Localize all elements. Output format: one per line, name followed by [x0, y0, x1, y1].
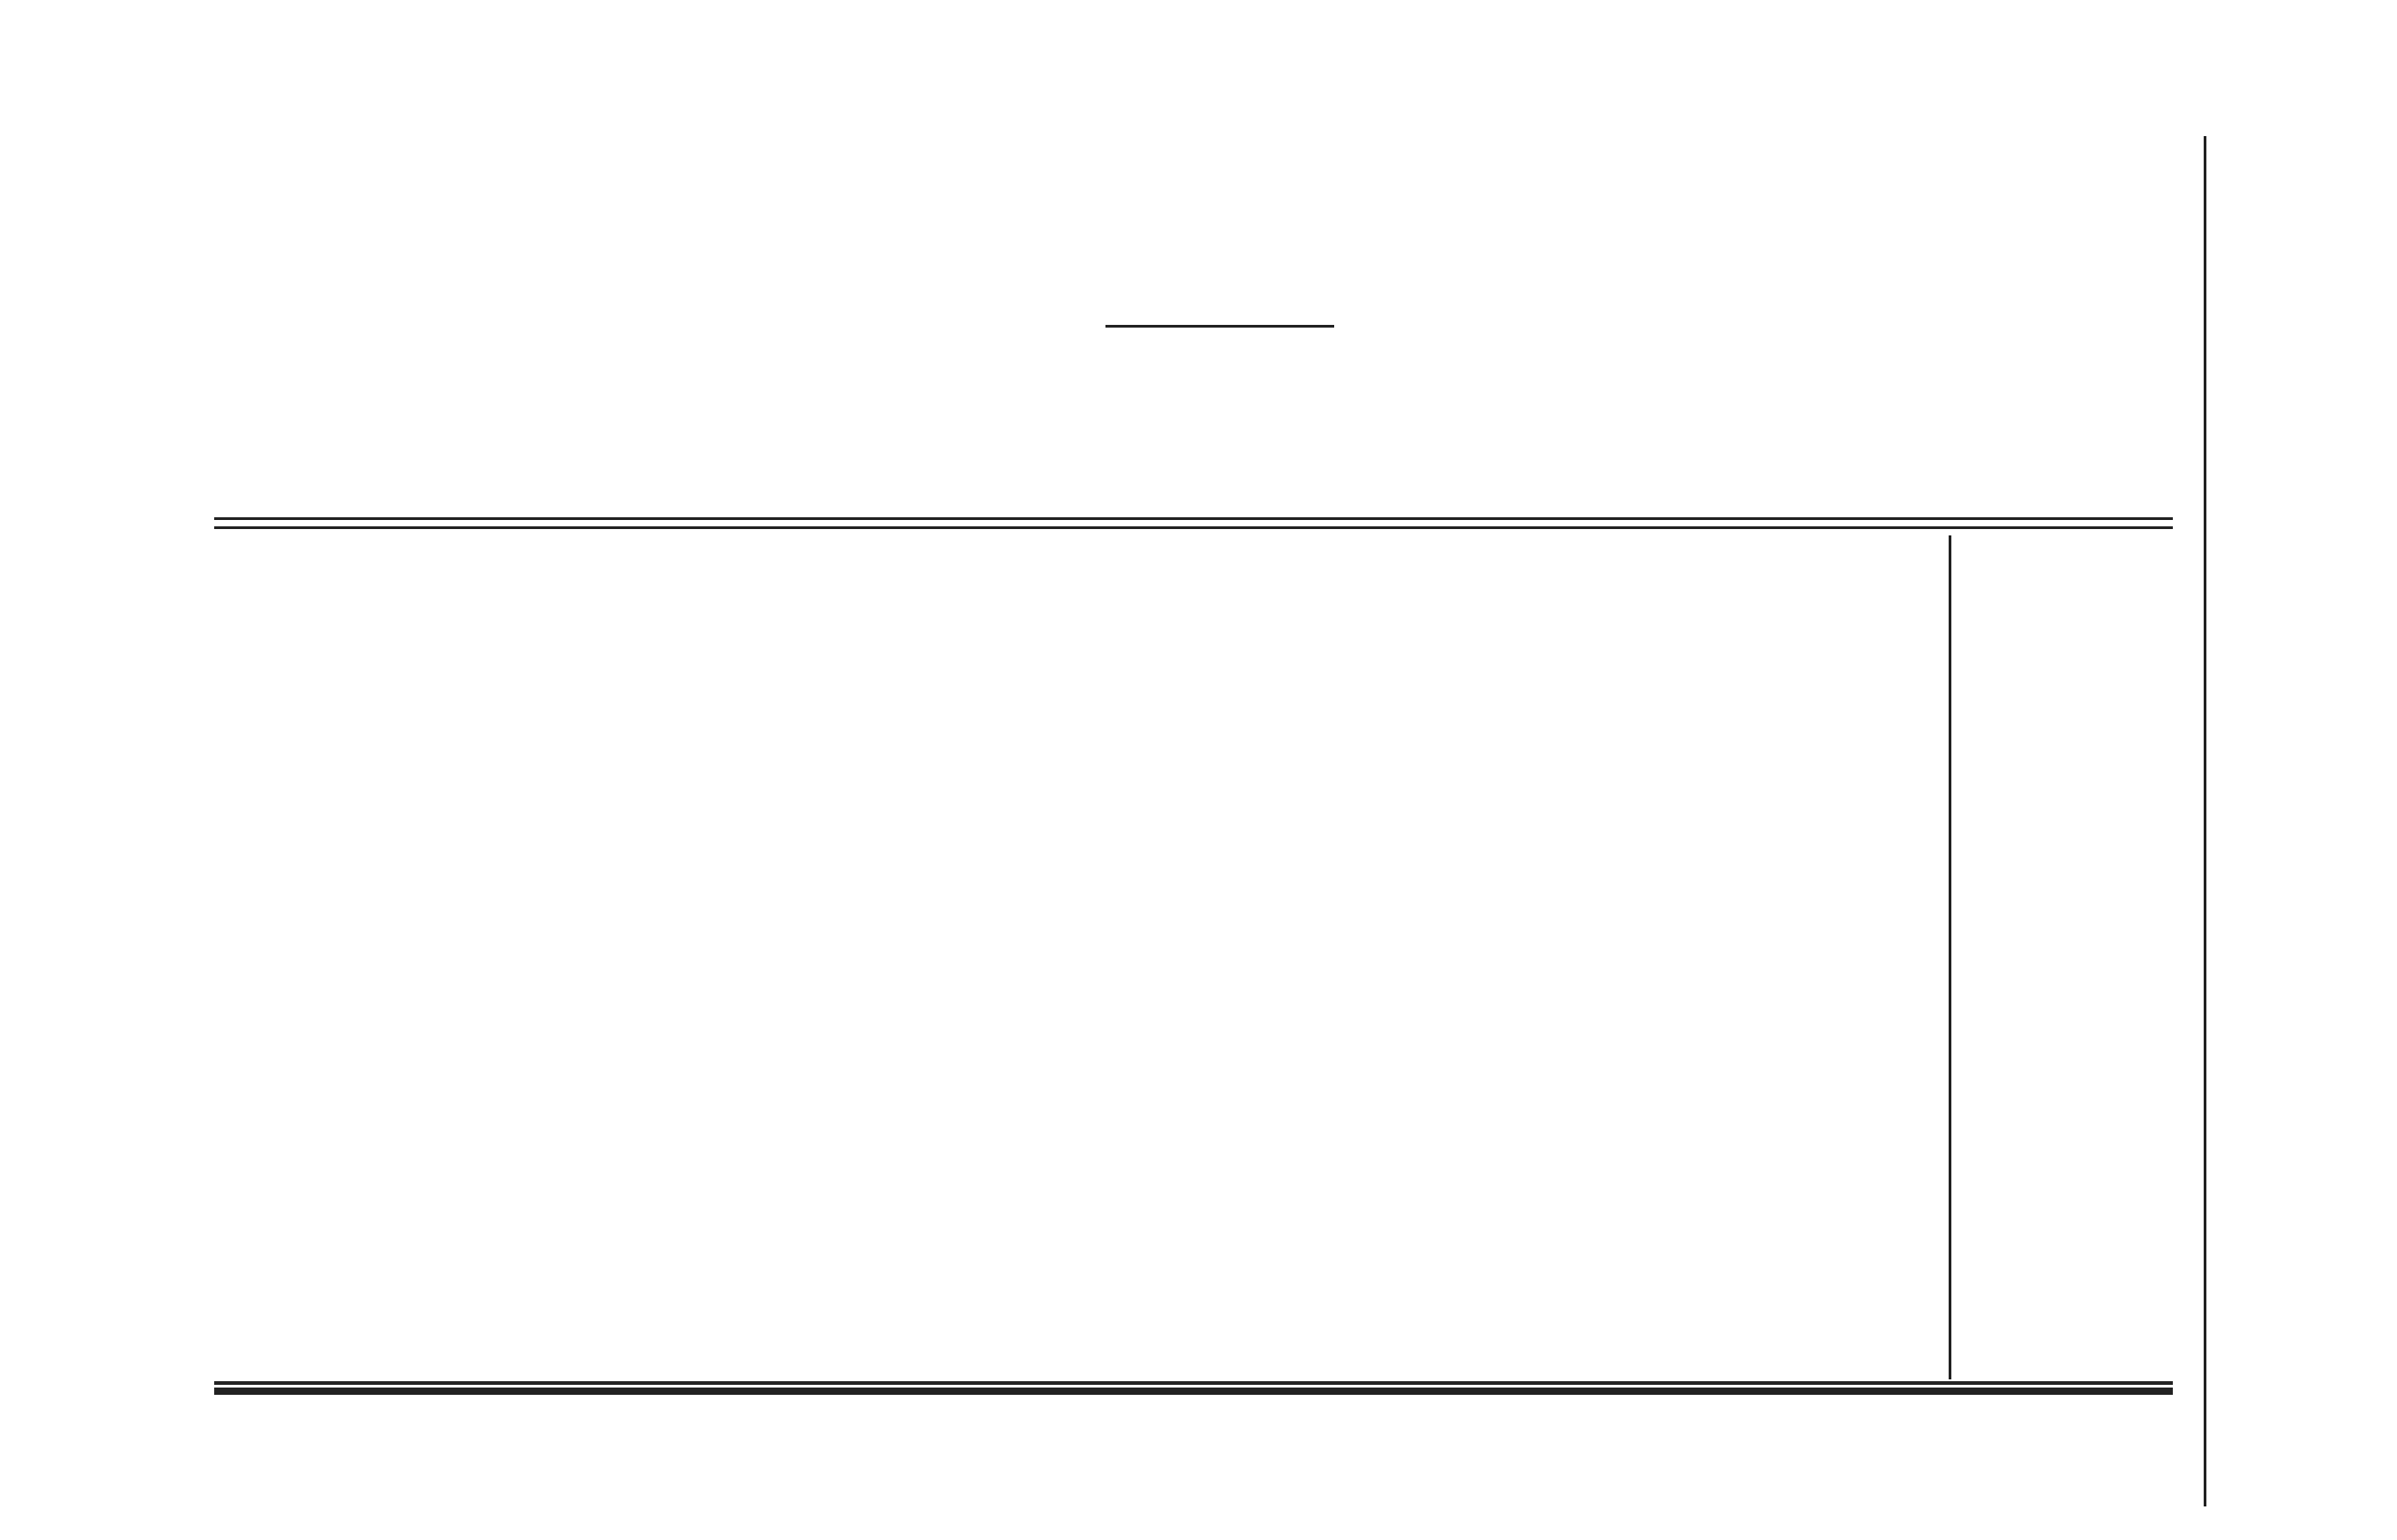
table-bottom-rule-thick [214, 1388, 2173, 1395]
title-rule [1105, 325, 1334, 328]
amount-column-divider [1949, 535, 1951, 1379]
table-top-rule-2 [214, 526, 2173, 529]
table-top-rule [214, 517, 2173, 520]
table-bottom-rule [214, 1381, 2173, 1385]
page-margin-line [2204, 136, 2206, 1506]
